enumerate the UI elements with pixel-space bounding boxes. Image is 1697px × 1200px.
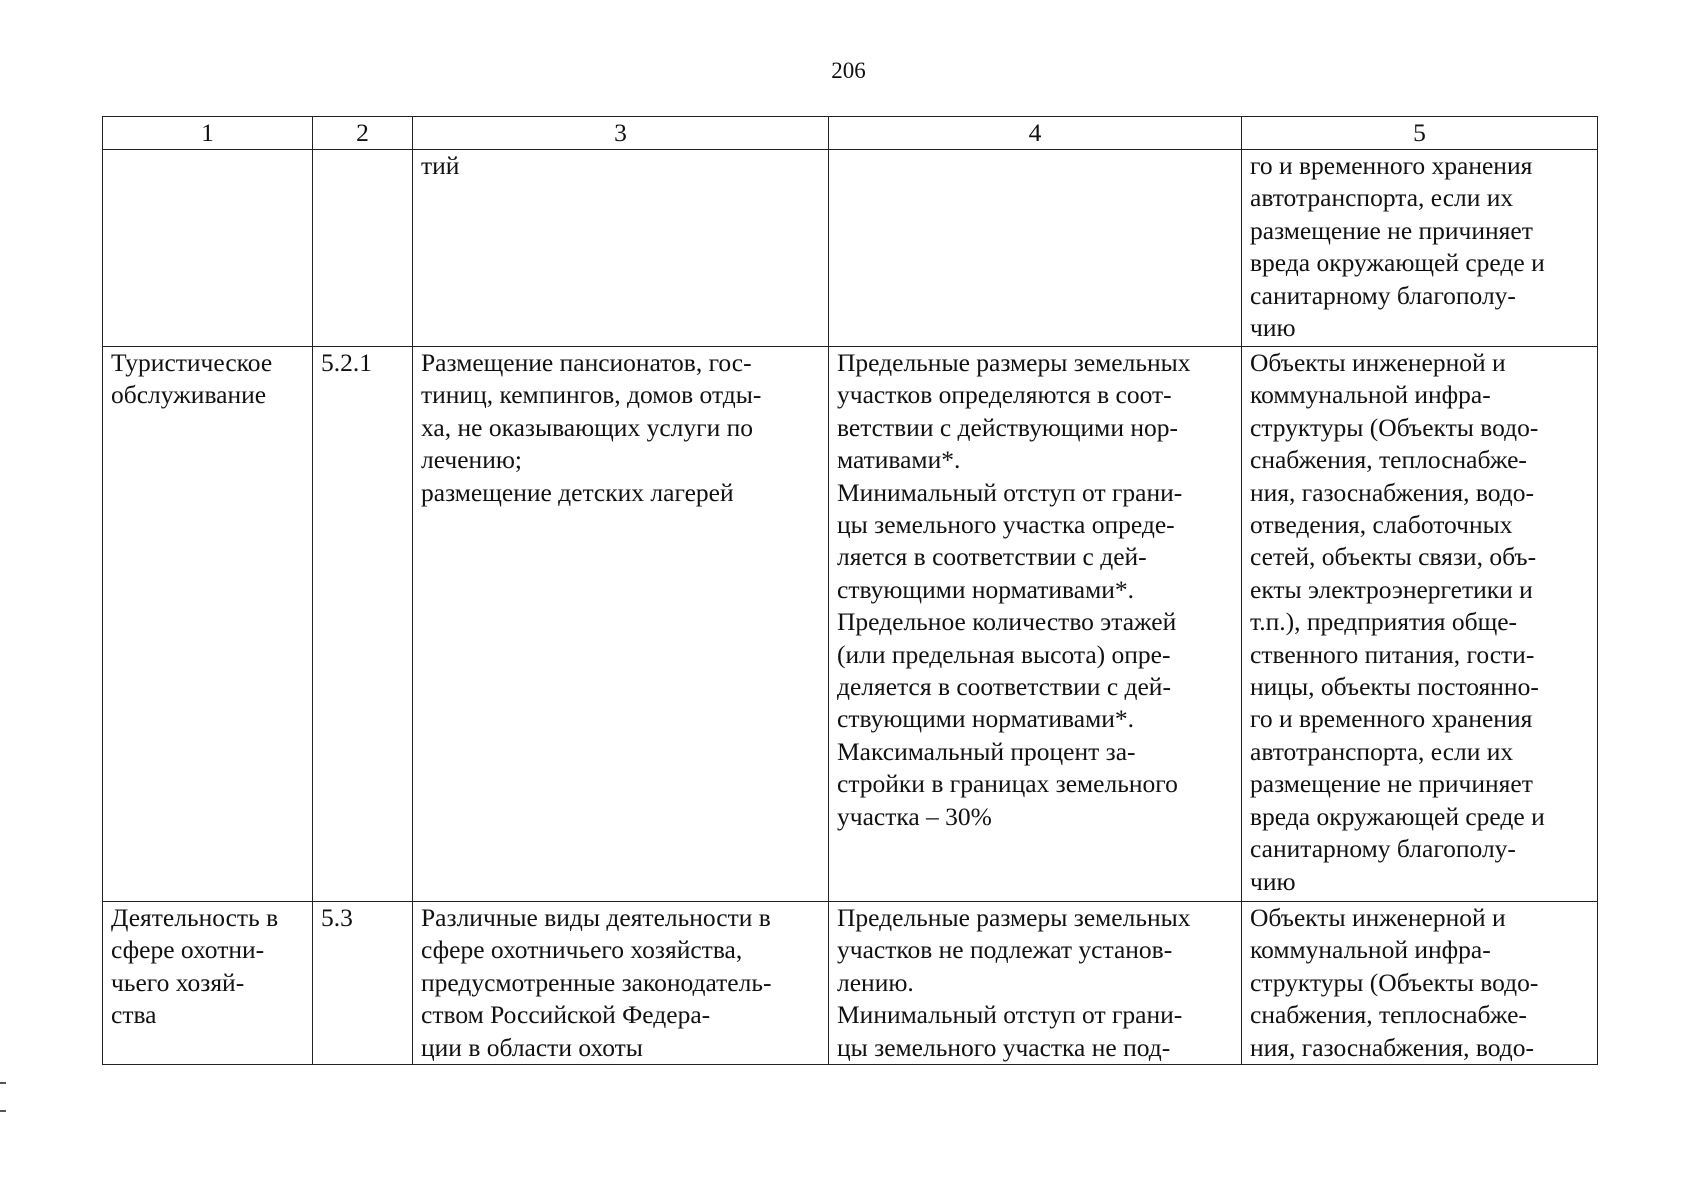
- use-type-cell: [103, 150, 313, 347]
- table-header-row: [103, 117, 1598, 150]
- scan-edge-mark: [0, 1110, 6, 1112]
- code-cell: 5.3: [313, 902, 413, 1065]
- header-cell-2: 2: [313, 117, 413, 150]
- regulations-table: [102, 116, 1598, 1065]
- description-cell: Размещение пансионатов, гос- тиниц, кемпингов, домов отды- ха, не оказывающих услуги по лечению; размещение детских лагерей: [413, 347, 829, 902]
- parameters-cell: [829, 150, 1242, 347]
- page-number: 206: [831, 58, 866, 83]
- scan-edge-mark: [0, 1082, 6, 1084]
- auxiliary-objects-cell: го и временного хранения автотранспорта, если их размещение не причиняет вреда окружающей среде и санитарному благополу- чию: [1242, 150, 1598, 347]
- header-cell-3: 3: [413, 117, 829, 150]
- use-type-cell: Туристическое обслуживание: [103, 347, 313, 902]
- use-type-cell: Деятельность в сфере охотни- чьего хозяй- ства: [103, 902, 313, 1065]
- auxiliary-objects-cell: Объекты инженерной и коммунальной инфра- структуры (Объекты водо- снабжения, теплоснабже- ния, газоснабжения, водо- отведения, слаботочных сетей, объекты связи, объ- екты электроэнергетики и т.п.), предприятия обще- ственного питания, гости- ницы, объекты постоянно- го и временного хранения автотранспорта, если их размещение не причиняет вреда окружающей среде и санитарному благополу- чию: [1242, 347, 1598, 902]
- description-cell: тий: [413, 150, 829, 347]
- parameters-cell: Предельные размеры земельных участков не подлежат установ- лению. Минимальный отступ от грани- цы земельного участка не под-: [829, 902, 1242, 1065]
- header-cell-5: 5: [1242, 117, 1598, 150]
- code-cell: 5.2.1: [313, 347, 413, 902]
- code-cell: [313, 150, 413, 347]
- header-cell-1: 1: [103, 117, 313, 150]
- parameters-cell: Предельные размеры земельных участков определяются в соот- ветствии с действующими нор- мативами*. Минимальный отступ от грани- цы земельного участка опреде- ляется в соответствии с дей- ствующими нормативами*. Предельное количество этажей (или предельная высота) опре- деляется в соответствии с дей- ствующими нормативами*. Максимальный процент за- стройки в границах земельного участка – 30%: [829, 347, 1242, 902]
- auxiliary-objects-cell: Объекты инженерной и коммунальной инфра- структуры (Объекты водо- снабжения, теплоснабже- ния, газоснабжения, водо-: [1242, 902, 1598, 1065]
- header-cell-4: 4: [829, 117, 1242, 150]
- description-cell: Различные виды деятельности в сфере охотничьего хозяйства, предусмотренные законодатель- ством Российской Федера- ции в области охоты: [413, 902, 829, 1065]
- table-row: [103, 150, 1598, 347]
- table-row: [103, 902, 1598, 1065]
- table-row: [103, 347, 1598, 902]
